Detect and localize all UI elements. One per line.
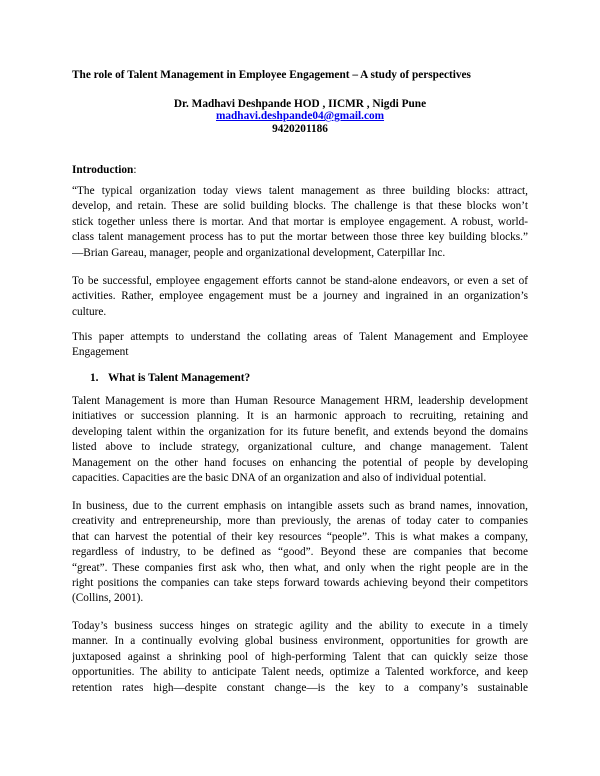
email-link[interactable]: madhavi.deshpande04@gmail.com [215,110,385,122]
paragraph-line: “great”. These companies first ask who, then what, and only when the right people are in the [72,561,528,574]
email-line [0,110,600,122]
section-title: What is Talent Management? [108,372,251,384]
phone-number: 9420201186 [272,123,328,135]
section-heading [90,372,250,384]
paragraph-line: stick together unless there is mortar. And that mortar is employee engagement. A robust, world- [72,215,528,228]
paragraph-line: class talent management process has to put the mortar between those three key building blocks.” [72,231,528,244]
paragraph-line: Engagement [72,346,129,359]
paragraph-line: listed above to include strategy, organizational culture, and change management. Talent [72,441,528,454]
paragraph-line: opportunities. The ability to anticipate Talent needs, optimize a Talented workforce, and keep [72,666,528,679]
quote-paragraph [72,184,528,261]
talent-definition-paragraph [72,394,528,486]
paragraph-line: right positions the companies can take steps forward towards achieving beyond their competitors [72,577,528,590]
introduction-heading [72,164,136,176]
section-number: 1. [90,372,99,384]
engagement-paragraph [72,274,528,320]
paragraph-line: initiatives or succession planning. It is an harmonic approach to recruiting, retaining and [72,410,528,423]
paragraph-line: —Brian Gareau, manager, people and organizational development, Caterpillar Inc. [72,246,446,259]
paragraph-line: To be successful, employee engagement efforts cannot be stand-alone endeavors, or even a set of [72,275,528,287]
paragraph-line: that can harvest the potential of their key resources “people”. This is what makes a company, [72,530,528,543]
paragraph-line: culture. [72,305,107,318]
paragraph-line: Today’s business success hinges on strategic agility and the ability to execute in a timely [72,620,528,632]
business-paragraph [72,499,528,607]
success-paragraph [72,619,528,696]
paragraph-line: develop, and retain. These are solid building blocks. The challenge is that these blocks won’t [72,200,528,213]
paragraph-line: activities. Rather, employee engagement must be a journey and ingrained in an organization’s [72,290,528,303]
paragraph-line: capacities. Capacities are the basic DNA of an organization and also of individual potential. [72,472,487,485]
paragraph-line: retention rates high—despite constant change—is the key to a company’s sustainable [72,681,528,694]
author-line: Dr. Madhavi Deshpande HOD , IICMR , Nigdi Pune [173,98,427,110]
paragraph-line: In business, due to the current emphasis on intangible assets such as brand names, innovation, [72,500,528,512]
introduction-label: Introduction [72,164,134,176]
paragraph-line: regardless of industry, to be defined as “good”. Beyond these are companies that become [72,546,528,559]
purpose-paragraph [72,330,528,361]
paragraph-line: creativity and entrepreneurship, more than previously, the arenas of today cater to companies [72,515,528,528]
paragraph-line: (Collins, 2001). [72,592,144,605]
paragraph-line: juxtaposed against a shrinking pool of high-performing Talent that can quickly seize those [72,650,528,663]
introduction-colon: : [133,164,137,176]
paragraph-line: developing talent within the organization for its future benefit, and extends beyond the domains [72,425,528,438]
paragraph-line: This paper attempts to understand the collating areas of Talent Management and Employee [72,331,528,343]
paragraph-line: manner. In a continually evolving global business environment, opportunities for growth are [72,635,528,648]
document-title: The role of Talent Management in Employee Engagement – A study of perspectives [72,69,471,81]
paragraph-line: “The typical organization today views talent management as three building blocks: attract, [72,185,528,197]
paragraph-line: Management on the other hand focuses on enhancing the potential of people by developing [72,456,528,469]
paragraph-line: Talent Management is more than Human Resource Management HRM, leadership development [72,395,528,407]
